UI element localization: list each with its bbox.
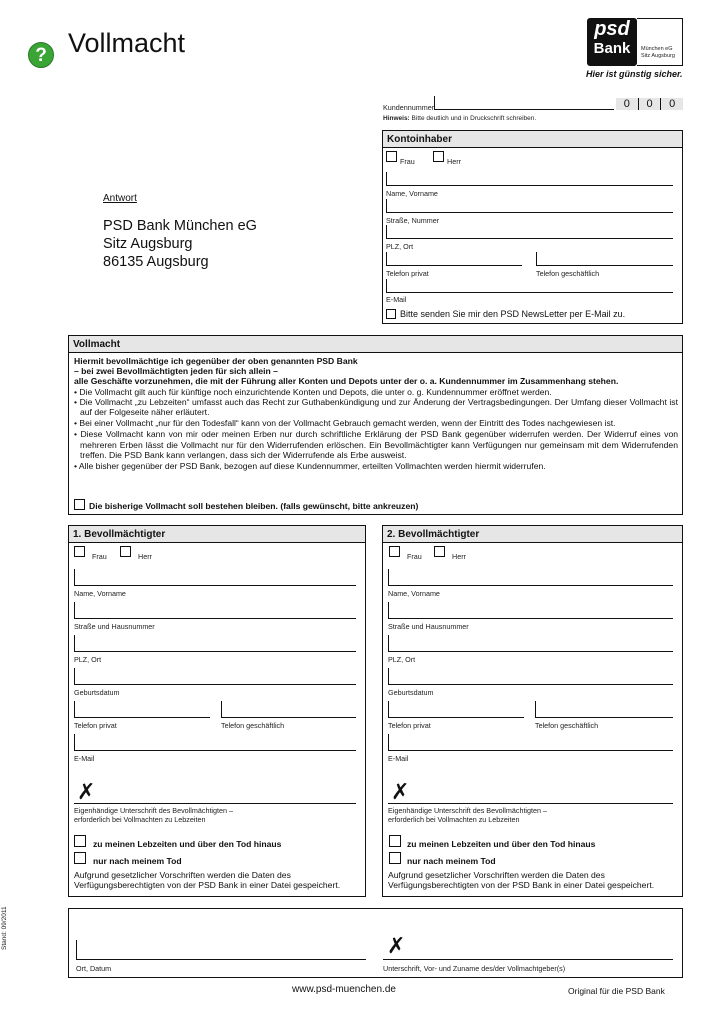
bev2-plz-field[interactable] (388, 635, 673, 652)
bev2-frau-checkbox[interactable] (389, 546, 400, 557)
vollmacht-title: Vollmacht (69, 336, 682, 353)
kundennummer-field[interactable] (434, 96, 614, 110)
stand-label: Stand: 09/2011 (1, 906, 8, 950)
bev2-opt-tod-checkbox[interactable] (389, 852, 401, 864)
kundennummer-label: Kundennummer (383, 103, 435, 112)
vollmacht-box (68, 335, 683, 515)
ort-datum-field[interactable] (76, 940, 366, 960)
kontoinhaber-email-field[interactable] (386, 279, 673, 293)
bev2-signature-cross-icon: ✗ (391, 780, 410, 805)
help-icon-circle[interactable] (28, 42, 54, 68)
kontoinhaber-tel-geschaeftlich-field[interactable] (536, 252, 673, 266)
bev1-opt-lebzeiten-checkbox[interactable] (74, 835, 86, 847)
bev1-frau-checkbox[interactable] (74, 546, 85, 557)
keep-vollmacht-checkbox[interactable] (74, 499, 85, 510)
kontoinhaber-title: Kontoinhaber (383, 131, 682, 148)
question-mark-icon: ? (35, 45, 47, 66)
bev2-opt-lebzeiten-checkbox[interactable] (389, 835, 401, 847)
bev1-signature-cross-icon: ✗ (77, 780, 96, 805)
logo-psd: psd (594, 18, 630, 40)
bev2-strasse-field[interactable] (388, 602, 673, 619)
address-block: PSD Bank München eG Sitz Augsburg 86135 Augsburg (103, 218, 257, 270)
bev2-tel-geschaeftlich-field[interactable] (535, 701, 673, 718)
kundennummer-digits: 0 0 0 (616, 98, 683, 110)
herr-checkbox[interactable] (433, 151, 444, 162)
frau-checkbox[interactable] (386, 151, 397, 162)
bev1-opt-tod-checkbox[interactable] (74, 852, 86, 864)
footer-signature-cross-icon: ✗ (387, 934, 406, 959)
bev1-plz-field[interactable] (74, 635, 356, 652)
bev2-herr-checkbox[interactable] (434, 546, 445, 557)
vollmachtgeber-signature-field[interactable] (383, 940, 673, 960)
bev2-signature-field[interactable] (388, 787, 673, 804)
bevollmaechtigter-1-box: 1. Bevollmächtigter (68, 525, 366, 897)
logo-bank: Bank (593, 40, 631, 57)
bevollmaechtigter-2-box: 2. Bevollmächtigter (382, 525, 683, 897)
footer-url[interactable]: www.psd-muenchen.de (292, 984, 396, 995)
logo-side-box: München eG Sitz Augsburg (637, 18, 683, 66)
newsletter-checkbox[interactable] (386, 309, 396, 319)
bev1-tel-privat-field[interactable] (74, 701, 210, 718)
bev2-name-field[interactable] (388, 569, 673, 586)
bev1-herr-checkbox[interactable] (120, 546, 131, 557)
bev2-email-field[interactable] (388, 734, 673, 751)
bev1-name-field[interactable] (74, 569, 356, 586)
kontoinhaber-name-field[interactable] (386, 172, 673, 186)
keep-vollmacht-label: Die bisherige Vollmacht soll bestehen bleiben. (falls gewünscht, bitte ankreuzen) (89, 501, 419, 511)
bev1-tel-geschaeftlich-field[interactable] (221, 701, 356, 718)
psd-logo (587, 18, 637, 66)
newsletter-label: Bitte senden Sie mir den PSD NewsLetter per E-Mail zu. (400, 309, 626, 319)
bev1-signature-field[interactable] (74, 787, 356, 804)
bev2-geburt-field[interactable] (388, 668, 673, 685)
kontoinhaber-strasse-field[interactable] (386, 199, 673, 213)
slogan: Hier ist günstig sicher. (586, 69, 683, 79)
kontoinhaber-tel-privat-field[interactable] (386, 252, 522, 266)
antwort-label: Antwort (103, 193, 137, 204)
vollmacht-text: Hiermit bevollmächtige ich gegenüber der oben genannten PSD Bank – bei zwei Bevollmächtigten jeden für sich allein – alle Geschäfte vorzunehmen, die mit der Führung aller Konten und Depots unter der o. a. Kundennummer im Zusammenhang stehen. • Die Vollmacht gilt auch für künftige noch einzurichtende Konten und Depots, die unter o. g. Kundennummer eröffnet werden. • Die Vollmacht „zu Lebzeiten“ umfasst auch das Recht zur Guthabenkündigung und zur Änderung der Vertragsbedingungen. Der Umfang dieser Vollmacht ist auf der Folgeseite näher erläutert. • Bei einer Vollmacht „nur für den Todesfall“ kann von der Vollmacht Gebrauch gemacht werden, wenn der Eintritt des Todes nachgewiesen ist. • Diese Vollmacht kann von mir oder meinen Erben nur durch schriftliche Erklärung der PSD Bank gegenüber widerrufen werden. Der Widerruf eines von mehreren Erben lässt die Vollmacht nur für den Widerrufenden erlöschen. Ein Bevollmächtigter kann Verfügungen nur gemeinsam mit dem Widerrufenden treffen. Die PSD Bank kann verlangen, dass sich der Widerrufende als Erbe ausweist. • Alle bisher gegenüber der PSD Bank, bezogen auf diese Kundennummer, erteilten Vollmachten werden hiermit widerrufen. (74, 356, 678, 472)
bev1-strasse-field[interactable] (74, 602, 356, 619)
bev1-email-field[interactable] (74, 734, 356, 751)
bev1-geburt-field[interactable] (74, 668, 356, 685)
kontoinhaber-plz-field[interactable] (386, 225, 673, 239)
hinweis: Hinweis: Bitte deutlich und in Druckschrift schreiben. (383, 115, 537, 122)
bev2-tel-privat-field[interactable] (388, 701, 524, 718)
footer-original: Original für die PSD Bank (568, 986, 665, 996)
page-title: Vollmacht (68, 28, 186, 58)
